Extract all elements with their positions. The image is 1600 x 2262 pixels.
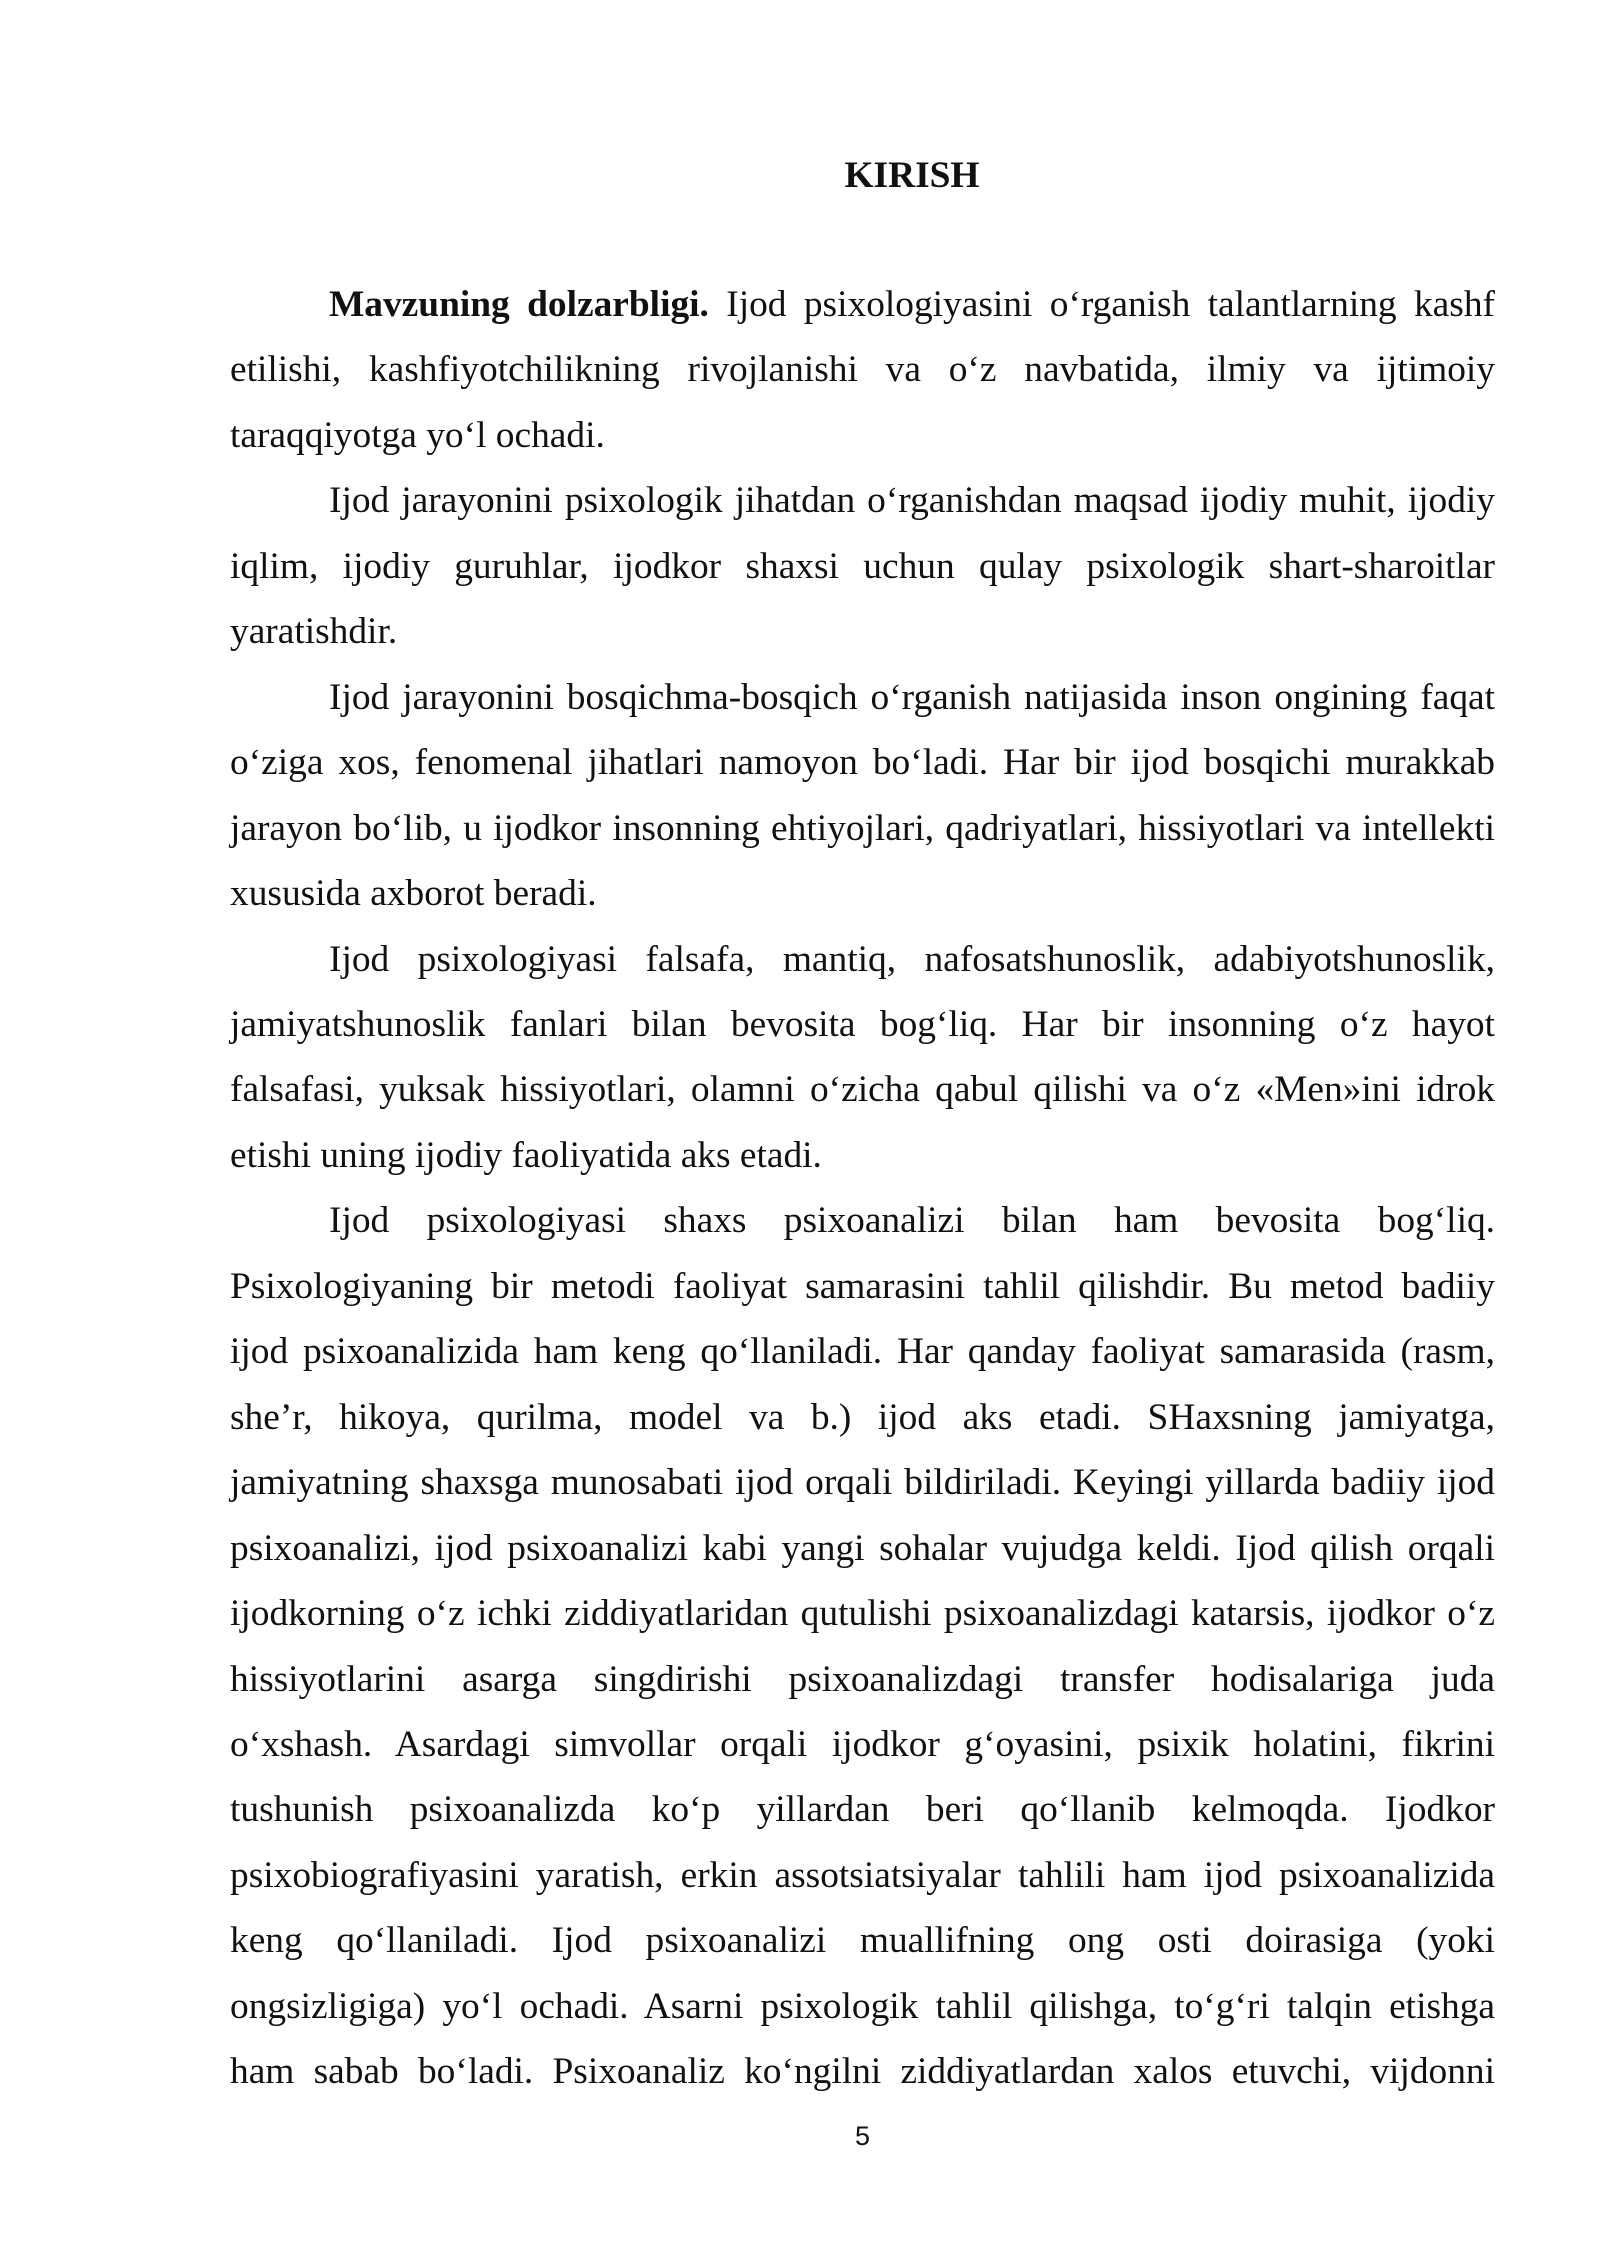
paragraph [230,927,1495,1189]
section-heading: KIRISH [844,155,980,196]
text-line: etishi uning ijodiy faoliyatida aks etadi. [230,1134,822,1176]
text-line: o‘ziga xos, fenomenal jihatlari namoyon bo‘ladi. Har bir ijod bosqichi murakkab [230,742,1495,784]
paragraph [230,272,1495,468]
text-line: Ijod psixologiyasi falsafa, mantiq, nafosatshunoslik, adabiyotshunoslik, [329,938,1495,980]
text-line: ongsizligiga) yo‘l ochadi. Asarni psixologik tahlil qilishga, to‘g‘ri talqin etishga [230,1985,1495,2027]
text-line: etilishi, kashfiyotchilikning rivojlanishi va o‘z navbatida, ilmiy va ijtimoiy [230,349,1495,391]
text-line: xususida axborot beradi. [230,873,597,915]
text-line: psixobiografiyasini yaratish, erkin assotsiatsiyalar tahlili ham ijod psixoanalizida [230,1854,1495,1896]
text-line: falsafasi, yuksak hissiyotlari, olamni o‘zicha qabul qilishi va o‘z «Men»ini idrok [230,1069,1495,1111]
paragraph [230,1188,1495,2104]
paragraph-lead: Mavzuning dolzarbligi. [329,284,709,325]
body-text [230,272,1495,2105]
text-line: hissiyotlarini asarga singdirishi psixoanalizdagi transfer hodisalariga juda [230,1658,1495,1700]
text-line: o‘xshash. Asardagi simvollar orqali ijodkor g‘oyasini, psixik holatini, fikrini [230,1723,1495,1765]
text-line: Ijod jarayonini bosqichma-bosqich o‘rganish natijasida inson ongining faqat [329,676,1495,718]
text-line: yaratishdir. [230,611,398,653]
text-line: Ijod psixologiyasi shaxs psixoanalizi bilan ham bevosita bog‘liq. [329,1200,1495,1242]
text-line: ijodkorning o‘z ichki ziddiyatlaridan qutulishi psixoanalizdagi katarsis, ijodkor o‘z [230,1593,1495,1635]
text-line: jamiyatshunoslik fanlari bilan bevosita bog‘liq. Har bir insonning o‘z hayot [230,1003,1495,1045]
text-line: taraqqiyotga yo‘l ochadi. [230,414,605,456]
text-line: Psixologiyaning bir metodi faoliyat samarasini tahlil qilishdir. Bu metod badiiy [230,1265,1495,1307]
text-line-content: Ijod psixologiyasini o‘rganish talantlarning kashf [726,284,1495,325]
text-line: ijod psixoanalizida ham keng qo‘llaniladi. Har qanday faoliyat samarasida (rasm, [230,1331,1495,1373]
text-line: psixoanalizi, ijod psixoanalizi kabi yangi sohalar vujudga keldi. Ijod qilish orqali [230,1527,1495,1569]
paragraph [230,665,1495,927]
text-line: she’r, hikoya, qurilma, model va b.) ijod aks etadi. SHaxsning jamiyatga, [230,1396,1495,1438]
text-line: tushunish psixoanalizda ko‘p yillardan beri qo‘llanib kelmoqda. Ijodkor [230,1789,1495,1831]
text-line: iqlim, ijodiy guruhlar, ijodkor shaxsi uchun qulay psixologik shart-sharoitlar [230,545,1495,587]
text-line [230,272,1495,337]
text-line: Ijod jarayonini psixologik jihatdan o‘rganishdan maqsad ijodiy muhit, ijodiy [329,480,1495,522]
text-line: ham sabab bo‘ladi. Psixoanaliz ko‘ngilni ziddiyatlardan xalos etuvchi, vijdonni [230,2051,1495,2093]
paragraph [230,468,1495,664]
page-number: 5 [854,2121,871,2151]
text-line: jarayon bo‘lib, u ijodkor insonning ehtiyojlari, qadriyatlari, hissiyotlari va intellekti [230,807,1495,849]
text-line: jamiyatning shaxsga munosabati ijod orqali bildiriladi. Keyingi yillarda badiiy ijod [230,1462,1495,1504]
text-line: keng qo‘llaniladi. Ijod psixoanalizi muallifning ong osti doirasiga (yoki [230,1920,1495,1962]
